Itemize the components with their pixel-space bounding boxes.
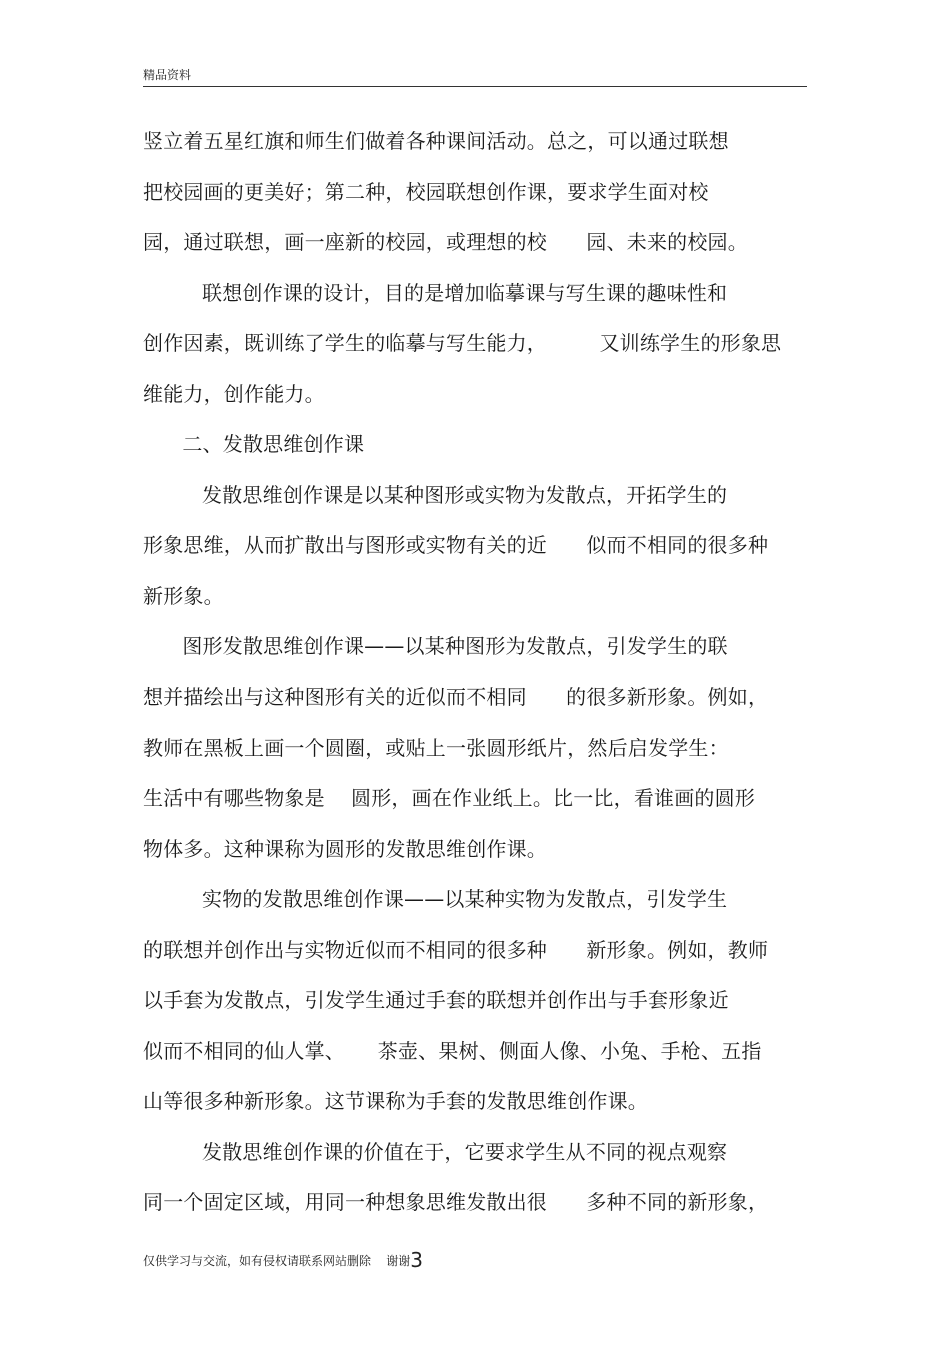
text-line: 的联想并创作出与实物近似而不相同的很多种 新形象。例如，教师 <box>143 937 769 962</box>
text-line: 形象思维，从而扩散出与图形或实物有关的近 似而不相同的很多种 <box>143 533 769 558</box>
text-line: 物体多。这种课称为圆形的发散思维创作课。 <box>143 836 547 861</box>
text-line: 同一个固定区域，用同一种想象思维发散出很 多种不同的新形象， <box>143 1190 769 1215</box>
text-line: 竖立着五星红旗和师生们做着各种课间活动。总之，可以通过联想 <box>143 129 729 153</box>
document-body <box>143 122 803 1234</box>
footer-text: 仅供学习与交流，如有侵权请联系网站删除 谢谢 <box>143 1254 411 1268</box>
text-line: 图形发散思维创作课——以某种图形为发散点，引发学生的联 <box>143 634 728 659</box>
text-line: 教师在黑板上画一个圆圈，或贴上一张圆形纸片，然后启发学生： <box>143 735 729 760</box>
header-divider <box>143 86 807 87</box>
text-line: 维能力，创作能力。 <box>143 381 325 406</box>
text-line: 联想创作课的设计，目的是增加临摹课与写生课的趣味性和 <box>143 280 728 305</box>
text-line: 山等很多种新形象。这节课称为手套的发散思维创作课。 <box>143 1089 648 1114</box>
text-line: 似而不相同的仙人掌、 茶壶、果树、侧面人像、小兔、手枪、五指 <box>143 1038 762 1063</box>
text-line: 实物的发散思维创作课——以某种实物为发散点，引发学生 <box>143 887 728 912</box>
text-line: 想并描绘出与这种图形有关的近似而不相同 的很多新形象。例如， <box>143 685 769 710</box>
page-footer <box>143 1248 423 1272</box>
text-line: 发散思维创作课是以某种图形或实物为发散点，开拓学生的 <box>143 482 728 507</box>
text-line: 创作因素，既训练了学生的临摹与写生能力， 又训练学生的形象思 <box>143 331 782 356</box>
page-header-label: 精品资料 <box>143 68 192 82</box>
text-line: 把校园画的更美好；第二种，校园联想创作课，要求学生面对校 <box>143 179 709 204</box>
section-heading: 二、发散思维创作课 <box>143 432 365 457</box>
text-line: 以手套为发散点，引发学生通过手套的联想并创作出与手套形象近 <box>143 988 729 1013</box>
text-line: 园，通过联想，画一座新的校园，或理想的校 园、未来的校园。 <box>143 230 748 255</box>
page-number: 3 <box>410 1248 423 1272</box>
text-line: 生活中有哪些物象是 圆形，画在作业纸上。比一比，看谁画的圆形 <box>143 786 756 811</box>
text-line: 发散思维创作课的价值在于，它要求学生从不同的视点观察 <box>143 1139 728 1164</box>
text-line: 新形象。 <box>143 583 224 608</box>
